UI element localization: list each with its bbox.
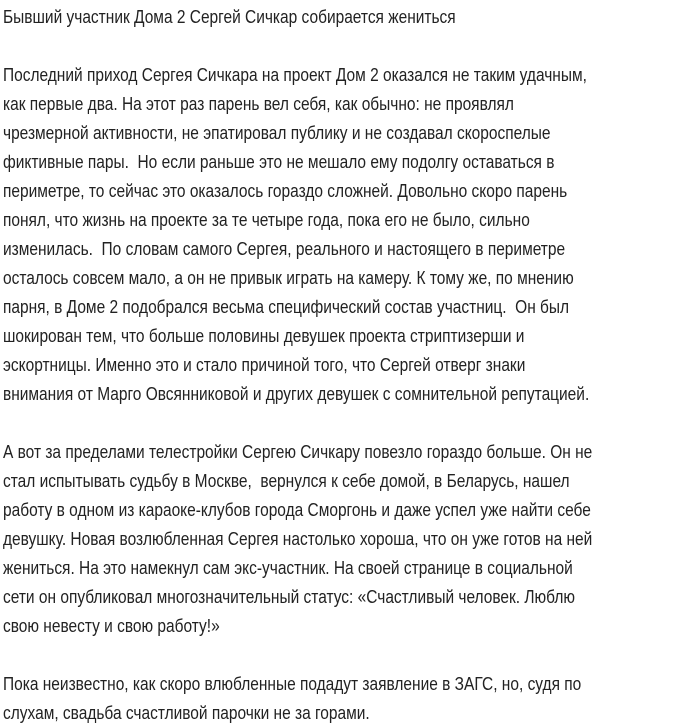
text-line: сети он опубликовал многозначительный статус: «Счастливый человек. Люблю (3, 587, 575, 607)
text-line: Последний приход Сергея Сичкара на проект Дом 2 оказался не таким удачным, (3, 65, 587, 85)
text-line: чрезмерной активности, не эпатировал публику и не создавал скороспелые (3, 123, 551, 143)
article-title: Бывший участник Дома 2 Сергей Сичкар собирается жениться (3, 7, 456, 27)
spacer (3, 409, 657, 438)
text-line: периметре, то сейчас это оказалось гораздо сложней. Довольно скоро парень (3, 181, 568, 201)
text-line: слухам, свадьба счастливой парочки не за горами. (3, 703, 370, 723)
text-line: девушку. Новая возлюбленная Сергея настолько хороша, что он уже готов на ней (3, 529, 593, 549)
text-line: понял, что жизнь на проекте за те четыре года, пока его не было, сильно (3, 210, 530, 230)
text-line: жениться. На это намекнул сам экс-участник. На своей странице в социальной (3, 558, 573, 578)
text-line: свою невесту и свою работу!» (3, 616, 220, 636)
text-line: как первые два. На этот раз парень вел себя, как обычно: не проявлял (3, 94, 514, 114)
text-line: осталось совсем мало, а он не привык играть на камеру. К тому же, по мнению (3, 268, 574, 288)
spacer (3, 641, 657, 670)
text-line: эскортницы. Именно это и стало причиной того, что Сергей отверг знаки (3, 355, 526, 375)
text-line: внимания от Марго Овсянниковой и других девушек с сомнительной репутацией. (3, 384, 590, 404)
text-line: фиктивные пары. Но если раньше это не мешало ему подолгу оставаться в (3, 152, 555, 172)
spacer (3, 32, 657, 61)
text-line: Пока неизвестно, как скоро влюбленные подадут заявление в ЗАГС, но, судя по (3, 674, 582, 694)
text-line: изменилась. По словам самого Сергея, реального и настоящего в периметре (3, 239, 566, 259)
text-line: шокирован тем, что больше половины девушек проекта стриптизерши и (3, 326, 525, 346)
text-line: А вот за пределами телестройки Сергею Сичкару повезло гораздо больше. Он не (3, 442, 593, 462)
text-line: работу в одном из караоке-клубов города Сморгонь и даже успел уже найти себе (3, 500, 591, 520)
text-line: парня, в Доме 2 подобрался весьма специфический состав участниц. Он был (3, 297, 570, 317)
article (3, 3, 657, 728)
text-line: стал испытывать судьбу в Москве, вернулся к себе домой, в Беларусь, нашел (3, 471, 570, 491)
